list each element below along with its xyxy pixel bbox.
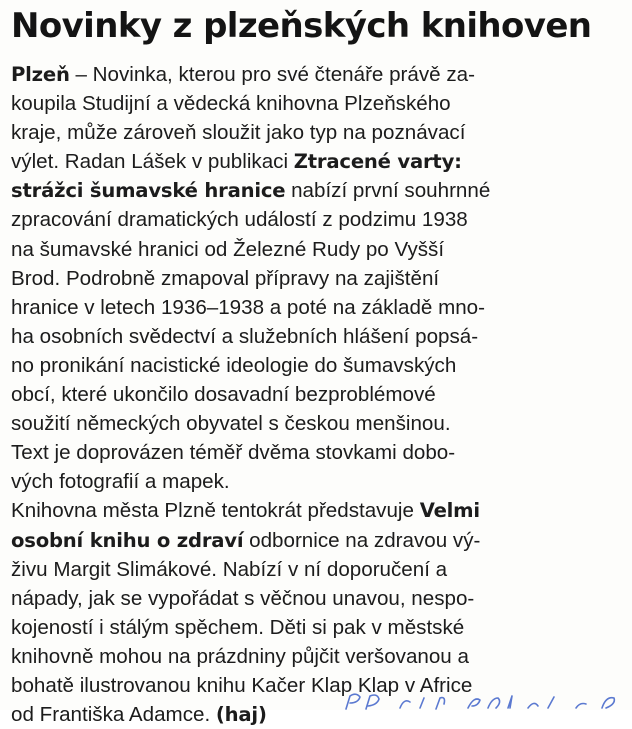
article-line: Brod. Podrobně zmapoval přípravy na zajištění xyxy=(11,266,440,290)
article-line xyxy=(11,147,621,176)
article-line xyxy=(11,60,621,89)
article-line: hranice v letech 1936–1938 a poté na základě mno- xyxy=(11,295,485,319)
article-line: ha osobních svědectví a služebních hlášení popsá- xyxy=(11,324,479,348)
text-span: odbornice na zdravou vý- xyxy=(243,528,481,552)
article-line: vých fotografií a mapek. xyxy=(11,470,230,494)
dateline: Plzeň xyxy=(11,63,70,86)
article-line: zpracování dramatických událostí z podzimu 1938 xyxy=(11,208,468,232)
article-line: na šumavské hranici od Železné Rudy po Vyšší xyxy=(11,237,445,261)
article-line: kraje, může zároveň sloužit jako typ na poznávací xyxy=(11,121,466,145)
article-line: nápady, jak se vypořádat s věčnou unavou, nespo- xyxy=(11,586,475,610)
article-line: no pronikání nacistické ideologie do šumavských xyxy=(11,353,457,377)
text-span: od Františka Adamce. xyxy=(11,703,216,727)
article-line xyxy=(11,526,621,555)
article-line: soužití německých obyvatel s českou menšinou. xyxy=(11,412,451,436)
headline: Novinky z plzeňských knihoven xyxy=(11,6,592,46)
article-line: Text je doprovázen téměř dvěma stovkami dobo- xyxy=(11,441,456,465)
book-title-1-part-1: Ztracené varty: xyxy=(293,150,462,174)
book-title-2-part-2: osobní knihu o zdraví xyxy=(11,528,244,552)
article-line: knihovně mohou na prázdniny půjčit veršovanou a xyxy=(11,644,469,668)
article-line: obcí, které ukončilo dosavadní bezproblémové xyxy=(11,383,436,407)
text-span: – Novinka, kterou pro své čtenáře právě za- xyxy=(69,63,475,86)
byline: (haj) xyxy=(215,703,267,727)
book-title-1-part-2: strážci šumavské hranice xyxy=(11,179,286,203)
text-span: nabízí první souhrnné xyxy=(285,179,491,203)
handwritten-annotation xyxy=(340,684,632,710)
article-line: živu Margit Slimákové. Nabízí v ní doporučení a xyxy=(11,557,448,581)
book-title-2-part-1: Velmi xyxy=(419,499,480,523)
article-line xyxy=(11,176,621,205)
article-line: koupila Studijní a vědecká knihovna Plzeňského xyxy=(11,92,451,116)
article-line: kojeností i stálým spěchem. Děti si pak v městské xyxy=(11,615,465,639)
article-body xyxy=(11,60,621,729)
article-line xyxy=(11,496,621,525)
text-span: Knihovna města Plzně tentokrát představuje xyxy=(11,499,420,523)
text-span: výlet. Radan Lášek v publikaci xyxy=(11,150,294,174)
article-line: bohatě ilustrovanou knihu Kačer Klap Klap v Africe xyxy=(11,673,473,697)
